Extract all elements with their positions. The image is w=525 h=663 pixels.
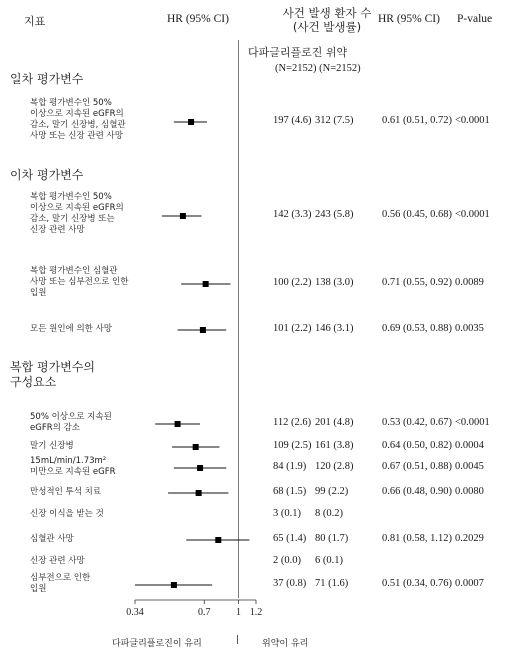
column-header-indicator: 지표 bbox=[24, 15, 46, 28]
x-axis-tick-label: 1.2 bbox=[249, 607, 263, 618]
hr-ci-value: 0.51 (0.34, 0.76) bbox=[382, 578, 452, 589]
section-components-line2: 구성요소 bbox=[10, 375, 57, 389]
events-dapagliflozin: 65 (1.4) bbox=[273, 533, 307, 544]
row-label-line: 이상으로 지속된 eGFR의 bbox=[30, 203, 124, 213]
events-placebo: 201 (4.8) bbox=[315, 417, 354, 428]
hr-ci-value: 0.67 (0.51, 0.88) bbox=[382, 461, 452, 472]
p-value: 0.2029 bbox=[455, 533, 484, 544]
hr-point-marker bbox=[200, 327, 206, 333]
events-dapagliflozin: 197 (4.6) bbox=[273, 115, 312, 126]
events-dapagliflozin: 101 (2.2) bbox=[273, 323, 312, 334]
row-label-line: eGFR의 감소 bbox=[30, 423, 80, 433]
row-label-line: 미만으로 지속된 eGFR bbox=[30, 467, 116, 477]
x-axis-tick-label: 0.7 bbox=[198, 607, 211, 618]
x-axis-tick-label: 0.34 bbox=[126, 607, 144, 618]
events-placebo: 146 (3.1) bbox=[315, 323, 354, 334]
hr-ci-value: 0.81 (0.58, 1.12) bbox=[382, 533, 452, 544]
row-label-line: 감소, 말기 신장병 또는 bbox=[30, 214, 115, 224]
x-axis-tick-label: 1 bbox=[236, 607, 242, 618]
row-label-line: 복합 평가변수인 50% bbox=[30, 98, 112, 108]
events-dapagliflozin: 2 (0.0) bbox=[273, 555, 301, 566]
row-label-line: 만성적인 투석 치료 bbox=[30, 487, 102, 497]
events-placebo: 161 (3.8) bbox=[315, 440, 354, 451]
events-placebo: 120 (2.8) bbox=[315, 461, 354, 472]
events-dapagliflozin: 109 (2.5) bbox=[273, 440, 312, 451]
events-dapagliflozin: 84 (1.9) bbox=[273, 461, 307, 472]
hr-ci-value: 0.69 (0.53, 0.88) bbox=[382, 323, 452, 334]
p-value: <0.0001 bbox=[455, 417, 490, 428]
favors-divider: | bbox=[236, 635, 240, 645]
events-placebo: 243 (5.8) bbox=[315, 209, 354, 220]
hr-point-marker bbox=[180, 213, 186, 219]
p-value: 0.0080 bbox=[455, 486, 484, 497]
p-value: <0.0001 bbox=[455, 209, 490, 220]
column-header-pvalue: P-value bbox=[457, 13, 493, 25]
p-value: 0.0004 bbox=[455, 440, 484, 451]
favors-dapagliflozin-label: 다파글리플로진이 유리 bbox=[112, 639, 202, 649]
row-label-line: 신장 관련 사망 bbox=[30, 225, 85, 235]
events-dapagliflozin: 68 (1.5) bbox=[273, 486, 307, 497]
p-value: 0.0089 bbox=[455, 277, 484, 288]
events-dapagliflozin: 142 (3.3) bbox=[273, 209, 312, 220]
events-header-line1: 사건 발생 환자 수 bbox=[282, 6, 372, 20]
p-value: 0.0035 bbox=[455, 323, 484, 334]
hr-ci-value: 0.53 (0.42, 0.67) bbox=[382, 417, 452, 428]
hr-point-marker bbox=[175, 421, 181, 427]
row-label-line: 복합 평가변수인 50% bbox=[30, 192, 112, 202]
hr-ci-value: 0.61 (0.51, 0.72) bbox=[382, 115, 452, 126]
events-dapagliflozin: 112 (2.6) bbox=[273, 417, 312, 428]
hr-ci-value: 0.56 (0.45, 0.68) bbox=[382, 209, 452, 220]
hr-point-marker bbox=[215, 537, 221, 543]
events-placebo: 138 (3.0) bbox=[315, 277, 354, 288]
hr-point-marker bbox=[188, 119, 194, 125]
hr-point-marker bbox=[197, 465, 203, 471]
row-label-line: 감소, 말기 신장병, 심혈관 bbox=[30, 120, 126, 130]
row-label-line: 심혈관 사망 bbox=[30, 534, 74, 544]
hr-point-marker bbox=[196, 490, 202, 496]
row-label-line: 사망 또는 심부전으로 인한 bbox=[30, 277, 129, 287]
arm-sample-sizes: (N=2152) (N=2152) bbox=[275, 63, 361, 74]
row-label-line: 신장 관련 사망 bbox=[30, 556, 85, 566]
section-components-line1: 복합 평가변수의 bbox=[10, 360, 95, 374]
row-label-line: 이상으로 지속된 eGFR의 bbox=[30, 109, 124, 119]
events-placebo: 8 (0.2) bbox=[315, 508, 343, 519]
hr-ci-value: 0.66 (0.48, 0.90) bbox=[382, 486, 452, 497]
events-placebo: 99 (2.2) bbox=[315, 486, 349, 497]
events-placebo: 312 (7.5) bbox=[315, 115, 354, 126]
column-header-hr: HR (95% CI) bbox=[378, 13, 440, 25]
events-placebo: 71 (1.6) bbox=[315, 578, 349, 589]
hr-point-marker bbox=[203, 281, 209, 287]
events-placebo: 80 (1.7) bbox=[315, 533, 349, 544]
events-dapagliflozin: 100 (2.2) bbox=[273, 277, 312, 288]
hr-ci-value: 0.64 (0.50, 0.82) bbox=[382, 440, 452, 451]
events-dapagliflozin: 3 (0.1) bbox=[273, 508, 301, 519]
row-label-line: 말기 신장병 bbox=[30, 441, 74, 451]
events-placebo: 6 (0.1) bbox=[315, 555, 343, 566]
row-label-line: 복합 평가변수인 심혈관 bbox=[30, 266, 118, 276]
events-header-line2: (사건 발생률) bbox=[292, 20, 362, 34]
row-label-line: 50% 이상으로 지속된 bbox=[30, 412, 112, 422]
section-secondary-endpoints: 이차 평가변수 bbox=[10, 168, 84, 182]
row-label-line: 모든 원인에 의한 사망 bbox=[30, 324, 113, 334]
row-label-line: 입원 bbox=[30, 288, 47, 298]
arm-names: 다파글리플로진 위약 bbox=[248, 46, 348, 59]
row-label-line: 사망 또는 신장 관련 사망 bbox=[30, 131, 123, 141]
p-value: 0.0045 bbox=[455, 461, 484, 472]
column-header-hr-plot: HR (95% CI) bbox=[167, 13, 229, 25]
events-dapagliflozin: 37 (0.8) bbox=[273, 578, 307, 589]
p-value: <0.0001 bbox=[455, 115, 490, 126]
row-label-line: 심부전으로 인한 bbox=[30, 573, 91, 583]
row-label-line: 입원 bbox=[30, 584, 47, 594]
row-label-line: 15mL/min/1.73m² bbox=[30, 456, 107, 466]
hr-point-marker bbox=[171, 582, 177, 588]
row-label-line: 신장 이식을 받는 것 bbox=[30, 509, 104, 519]
favors-placebo-label: 위약이 유리 bbox=[262, 639, 309, 649]
section-primary-endpoint: 일차 평가변수 bbox=[10, 72, 84, 86]
p-value: 0.0007 bbox=[455, 578, 484, 589]
hr-ci-value: 0.71 (0.55, 0.92) bbox=[382, 277, 452, 288]
hr-point-marker bbox=[193, 444, 199, 450]
